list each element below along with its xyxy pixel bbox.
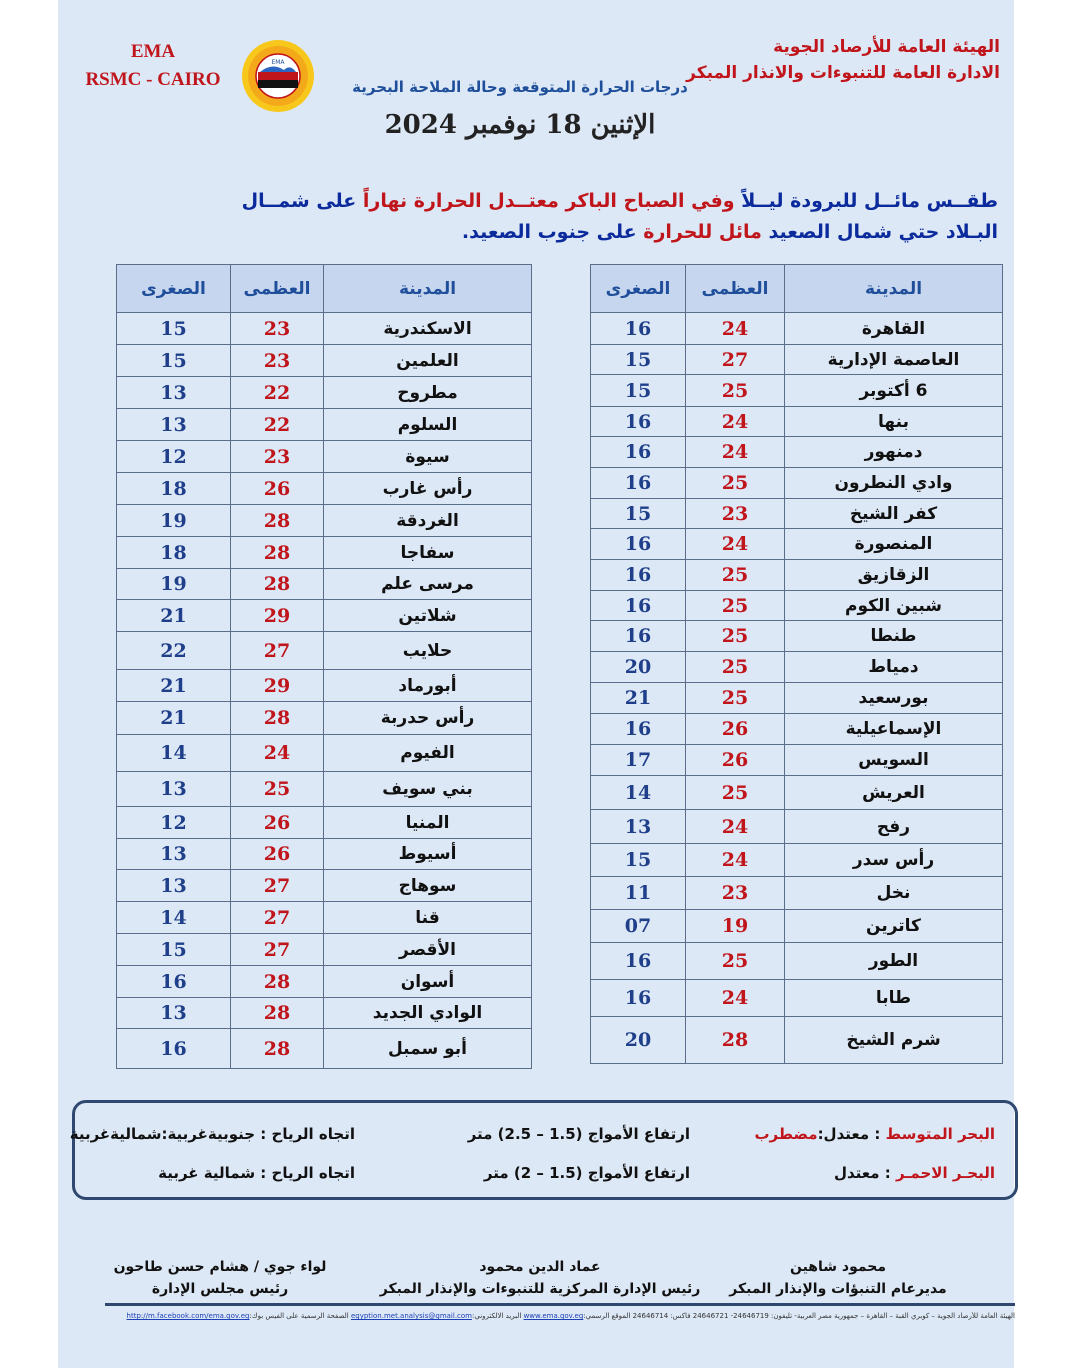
city-name-cell: رفح: [785, 810, 1003, 844]
min-temp-cell: 21: [591, 683, 686, 714]
table-row: [117, 998, 532, 1029]
min-temp-cell: 13: [117, 772, 231, 807]
min-temp-cell: 12: [117, 441, 231, 473]
signature-2-title: رئيس الإدارة المركزية للتنبوءات والإنذار المبكر: [379, 1281, 701, 1297]
min-temp-cell: 16: [591, 621, 686, 652]
table-row: [591, 745, 1003, 776]
min-temp-cell: 15: [591, 499, 686, 529]
city-name-cell: الطور: [785, 943, 1003, 980]
mediterranean-row: [69, 1121, 1015, 1151]
city-name-cell: الأقصر: [324, 934, 532, 966]
footer-website-link[interactable]: www.ema.gov.eg: [523, 1312, 584, 1320]
city-name-cell: الغردقة: [324, 505, 532, 537]
table-row: [591, 776, 1003, 810]
max-temp-cell: 28: [231, 702, 324, 735]
forecast-part-6: على جنوب الصعيد.: [461, 221, 644, 243]
table-row: [117, 807, 532, 839]
footer-email-label: البريد الالكتروني:: [472, 1312, 524, 1320]
max-temp-cell: 23: [231, 313, 324, 345]
max-temp-cell: 25: [686, 652, 785, 683]
table-row: [117, 569, 532, 600]
red-sea-row: [75, 1160, 1015, 1190]
max-temp-cell: 27: [231, 934, 324, 966]
city-name-cell: الاسكندرية: [324, 313, 532, 345]
city-name-cell: العاصمة الإدارية: [785, 345, 1003, 375]
ema-logo-text: [78, 38, 228, 94]
city-name-cell: طنطا: [785, 621, 1003, 652]
organization-name: [686, 34, 1000, 86]
max-temp-cell: 24: [686, 844, 785, 877]
min-temp-cell: 16: [591, 560, 686, 591]
table-row: [117, 735, 532, 772]
city-name-cell: أسيوط: [324, 839, 532, 870]
min-temp-cell: 14: [117, 735, 231, 772]
city-name-cell: حلايب: [324, 632, 532, 670]
max-temp-cell: 27: [231, 632, 324, 670]
document-subtitle: درجات الحرارة المتوقعة وحالة الملاحة البحرية: [352, 78, 688, 96]
max-temp-cell: 25: [686, 375, 785, 407]
ema-sun-logo: [228, 36, 328, 116]
sea-conditions-box: [69, 1100, 1018, 1200]
max-temp-cell: 29: [231, 670, 324, 702]
min-temp-cell: 16: [117, 1029, 231, 1069]
red-sea-label: البحـر الاحمـر: [895, 1164, 995, 1182]
min-temp-cell: 13: [117, 409, 231, 441]
max-temp-cell: 28: [231, 505, 324, 537]
max-temp-cell: 24: [686, 437, 785, 468]
signature-1: [688, 1256, 988, 1300]
min-temp-cell: 16: [591, 529, 686, 560]
min-temp-cell: 15: [117, 313, 231, 345]
table-row: [591, 591, 1003, 621]
forecast-part-2: وفي الصباح الباكر: [558, 190, 742, 212]
max-temp-cell: 25: [686, 560, 785, 591]
city-name-cell: رأس حدربة: [324, 702, 532, 735]
min-temp-cell: 16: [591, 313, 686, 345]
table-row: [591, 560, 1003, 591]
max-header: العظمى: [686, 265, 785, 313]
table-row: [591, 943, 1003, 980]
min-temp-cell: 21: [117, 670, 231, 702]
city-name-cell: سوهاج: [324, 870, 532, 902]
red-sea-wind: اتجاه الرياح : شمالية غربية: [158, 1164, 355, 1182]
max-temp-cell: 27: [686, 345, 785, 375]
min-temp-cell: 17: [591, 745, 686, 776]
city-name-cell: مرسى علم: [324, 569, 532, 600]
min-temp-cell: 15: [591, 375, 686, 407]
max-temp-cell: 24: [231, 735, 324, 772]
max-temp-cell: 25: [686, 683, 785, 714]
city-name-cell: أبو سمبل: [324, 1029, 532, 1069]
signature-2: [360, 1256, 720, 1300]
min-temp-cell: 22: [117, 632, 231, 670]
city-name-cell: 6 أكتوبر: [785, 375, 1003, 407]
city-name-cell: أسوان: [324, 966, 532, 998]
city-header: المدينة: [324, 265, 532, 313]
footer-facebook-label: الصفحة الرسمية على الفيس بوك:: [249, 1312, 351, 1320]
table-row: [117, 870, 532, 902]
min-temp-cell: 14: [591, 776, 686, 810]
right-cities-table: [590, 264, 1003, 1064]
max-header: العظمى: [231, 265, 324, 313]
table-row: [591, 910, 1003, 943]
max-temp-cell: 28: [231, 537, 324, 569]
max-temp-cell: 25: [686, 591, 785, 621]
table-row: [117, 966, 532, 998]
table-row: [591, 437, 1003, 468]
min-temp-cell: 16: [591, 437, 686, 468]
city-name-cell: الزقازيق: [785, 560, 1003, 591]
table-row: [117, 409, 532, 441]
city-name-cell: رأس سدر: [785, 844, 1003, 877]
table-row: [591, 468, 1003, 499]
city-name-cell: دمياط: [785, 652, 1003, 683]
max-temp-cell: 27: [231, 870, 324, 902]
table-row: [117, 1029, 532, 1069]
city-name-cell: المنصورة: [785, 529, 1003, 560]
forecast-part-3: معتــدل الحرارة نهاراً: [362, 190, 559, 212]
city-name-cell: قنا: [324, 902, 532, 934]
max-temp-cell: 22: [231, 377, 324, 409]
table-row: [117, 702, 532, 735]
city-name-cell: سفاجا: [324, 537, 532, 569]
table-row: [591, 877, 1003, 910]
footer-contact: [105, 1312, 1015, 1320]
city-name-cell: الإسماعيلية: [785, 714, 1003, 745]
max-temp-cell: 23: [231, 441, 324, 473]
min-temp-cell: 18: [117, 473, 231, 505]
city-name-cell: وادي النطرون: [785, 468, 1003, 499]
city-name-cell: رأس غارب: [324, 473, 532, 505]
min-temp-cell: 16: [591, 943, 686, 980]
max-temp-cell: 24: [686, 313, 785, 345]
min-temp-cell: 20: [591, 1017, 686, 1064]
max-temp-cell: 26: [686, 745, 785, 776]
min-temp-cell: 15: [591, 345, 686, 375]
org-line-2: الادارة العامة للتنبوءات والانذار المبكر: [686, 63, 1000, 83]
signature-3: [100, 1256, 340, 1300]
table-header-row: [117, 265, 532, 313]
min-temp-cell: 20: [591, 652, 686, 683]
forecast-part-4: على شمــال البـلاد حتي شمال الصعيد: [241, 190, 998, 243]
max-temp-cell: 25: [686, 621, 785, 652]
city-name-cell: كفر الشيخ: [785, 499, 1003, 529]
logo-text: EMA: [271, 59, 285, 66]
city-name-cell: بنها: [785, 407, 1003, 437]
table-row: [117, 934, 532, 966]
city-name-cell: أبورماد: [324, 670, 532, 702]
max-temp-cell: 28: [231, 966, 324, 998]
signature-3-name: لواء جوي / هشام حسن طاحون: [113, 1259, 327, 1275]
forecast-text: [188, 186, 998, 248]
table-row: [591, 345, 1003, 375]
forecast-date: الإثنين 18 نوفمبر 2024: [384, 110, 656, 140]
min-temp-cell: 18: [117, 537, 231, 569]
table-row: [117, 670, 532, 702]
mediterranean-state: [754, 1125, 995, 1143]
mediterranean-label: البحر المتوسط: [885, 1125, 995, 1143]
table-row: [591, 313, 1003, 345]
red-sea-state-value: : معتدل: [833, 1164, 896, 1182]
min-temp-cell: 13: [117, 870, 231, 902]
forecast-part-1: طقــس مائــل للبرودة ليــلاً: [741, 190, 998, 212]
table-row: [591, 652, 1003, 683]
max-temp-cell: 28: [231, 998, 324, 1029]
min-temp-cell: 13: [117, 998, 231, 1029]
org-line-1: الهيئة العامة للأرصاد الجوية: [773, 37, 1000, 57]
max-temp-cell: 26: [231, 807, 324, 839]
rsmc-label: RSMC - CAIRO: [85, 69, 221, 90]
min-temp-cell: 13: [117, 377, 231, 409]
red-sea-state: [834, 1164, 995, 1182]
footer-email-link[interactable]: egyption.met.analysis@gmail.com: [350, 1312, 472, 1320]
table-row: [117, 902, 532, 934]
max-temp-cell: 23: [231, 345, 324, 377]
max-temp-cell: 24: [686, 529, 785, 560]
min-temp-cell: 21: [117, 600, 231, 632]
table-row: [117, 441, 532, 473]
min-temp-cell: 16: [591, 407, 686, 437]
forecast-part-5: مائل للحرارة: [643, 221, 762, 243]
city-name-cell: بني سويف: [324, 772, 532, 807]
table-row: [591, 407, 1003, 437]
footer-facebook-link[interactable]: http://m.facebook.com/ema.gov.eg: [126, 1312, 250, 1320]
city-name-cell: الفيوم: [324, 735, 532, 772]
min-temp-cell: 14: [117, 902, 231, 934]
table-row: [117, 345, 532, 377]
max-temp-cell: 26: [231, 473, 324, 505]
city-name-cell: القاهرة: [785, 313, 1003, 345]
city-name-cell: سيوة: [324, 441, 532, 473]
city-header: المدينة: [785, 265, 1003, 313]
min-header: الصغرى: [591, 265, 686, 313]
city-name-cell: بورسعيد: [785, 683, 1003, 714]
max-temp-cell: 25: [686, 468, 785, 499]
table-row: [591, 375, 1003, 407]
min-temp-cell: 19: [117, 505, 231, 537]
max-temp-cell: 28: [231, 1029, 324, 1069]
min-temp-cell: 15: [591, 844, 686, 877]
table-row: [591, 529, 1003, 560]
table-row: [591, 499, 1003, 529]
signature-3-title: رئيس مجلس الإدارة: [151, 1281, 289, 1297]
min-temp-cell: 07: [591, 910, 686, 943]
max-temp-cell: 29: [231, 600, 324, 632]
table-row: [591, 714, 1003, 745]
max-temp-cell: 27: [231, 902, 324, 934]
table-row: [117, 600, 532, 632]
table-row: [591, 810, 1003, 844]
footer-address: الهيئة العامة للأرصاد الجوية – كوبري القبة – القاهرة – جمهورية مصر العربية- تليفون: 24646719- 24646721 فاكس: 24646714 الموقع الرسمي:: [583, 1312, 1015, 1320]
city-name-cell: طابا: [785, 980, 1003, 1017]
footer-divider: [105, 1303, 1015, 1306]
table-row: [591, 683, 1003, 714]
min-temp-cell: 13: [591, 810, 686, 844]
min-header: الصغرى: [117, 265, 231, 313]
city-name-cell: العريش: [785, 776, 1003, 810]
city-name-cell: الوادي الجديد: [324, 998, 532, 1029]
city-name-cell: السويس: [785, 745, 1003, 776]
table-row: [591, 844, 1003, 877]
min-temp-cell: 16: [591, 591, 686, 621]
max-temp-cell: 25: [686, 943, 785, 980]
max-temp-cell: 28: [686, 1017, 785, 1064]
max-temp-cell: 24: [686, 810, 785, 844]
table-row: [117, 839, 532, 870]
mediterranean-wind: اتجاه الرياح : جنوبيةغربية:شماليةغربية: [69, 1125, 355, 1143]
min-temp-cell: 21: [117, 702, 231, 735]
table-row: [117, 772, 532, 807]
table-row: [591, 621, 1003, 652]
city-name-cell: العلمين: [324, 345, 532, 377]
mediterranean-state-prefix: : معتدل:: [817, 1125, 886, 1143]
table-row: [591, 1017, 1003, 1064]
signature-1-name: محمود شاهين: [789, 1259, 887, 1275]
min-temp-cell: 15: [117, 345, 231, 377]
city-name-cell: دمنهور: [785, 437, 1003, 468]
city-name-cell: شرم الشيخ: [785, 1017, 1003, 1064]
min-temp-cell: 15: [117, 934, 231, 966]
city-name-cell: شبين الكوم: [785, 591, 1003, 621]
max-temp-cell: 25: [231, 772, 324, 807]
min-temp-cell: 16: [117, 966, 231, 998]
city-name-cell: كاترين: [785, 910, 1003, 943]
table-row: [117, 537, 532, 569]
min-temp-cell: 16: [591, 714, 686, 745]
max-temp-cell: 28: [231, 569, 324, 600]
ema-label: EMA: [130, 41, 176, 62]
left-cities-table: [116, 264, 532, 1069]
max-temp-cell: 26: [686, 714, 785, 745]
city-name-cell: نخل: [785, 877, 1003, 910]
min-temp-cell: 16: [591, 468, 686, 499]
max-temp-cell: 26: [231, 839, 324, 870]
table-row: [117, 632, 532, 670]
table-header-row: [591, 265, 1003, 313]
min-temp-cell: 19: [117, 569, 231, 600]
city-name-cell: شلاتين: [324, 600, 532, 632]
max-temp-cell: 19: [686, 910, 785, 943]
table-row: [117, 473, 532, 505]
signature-1-title: مديرعام التنبؤات والإنذار المبكر: [729, 1281, 947, 1297]
mediterranean-state-rough: مضطرب: [754, 1125, 818, 1143]
table-row: [591, 980, 1003, 1017]
max-temp-cell: 25: [686, 776, 785, 810]
table-row: [117, 313, 532, 345]
min-temp-cell: 16: [591, 980, 686, 1017]
city-name-cell: مطروح: [324, 377, 532, 409]
max-temp-cell: 24: [686, 980, 785, 1017]
min-temp-cell: 12: [117, 807, 231, 839]
max-temp-cell: 23: [686, 499, 785, 529]
max-temp-cell: 24: [686, 407, 785, 437]
city-name-cell: المنيا: [324, 807, 532, 839]
signature-2-name: عماد الدين محمود: [479, 1259, 601, 1275]
min-temp-cell: 13: [117, 839, 231, 870]
city-name-cell: السلوم: [324, 409, 532, 441]
mediterranean-waves: ارتفاع الأمواج (1.5 – 2.5) متر: [467, 1125, 690, 1143]
min-temp-cell: 11: [591, 877, 686, 910]
max-temp-cell: 23: [686, 877, 785, 910]
table-row: [117, 377, 532, 409]
table-row: [117, 505, 532, 537]
max-temp-cell: 22: [231, 409, 324, 441]
red-sea-waves: ارتفاع الأمواج (1.5 – 2) متر: [483, 1164, 690, 1182]
